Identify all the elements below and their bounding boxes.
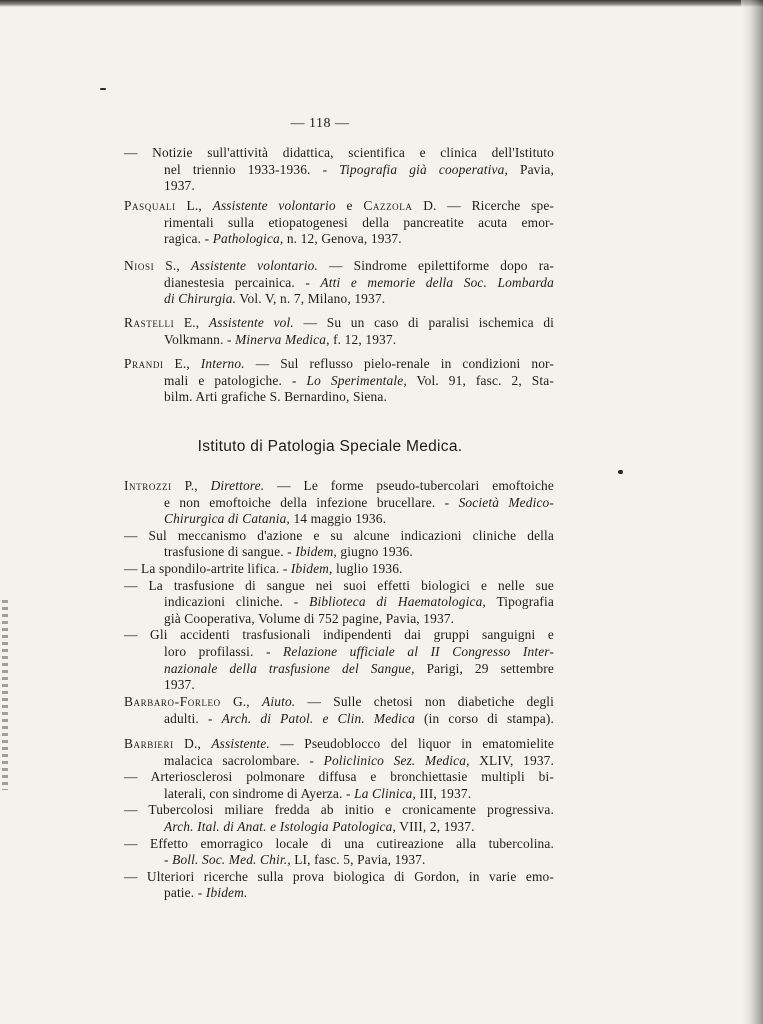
entry-text: — Pseudoblocco del liquor in ematomielite	[280, 736, 555, 751]
entry-line	[124, 627, 554, 644]
entry-line	[124, 694, 554, 711]
entry-line	[124, 786, 554, 803]
bibliography-entry	[124, 694, 554, 727]
author-role: Direttore.	[210, 478, 265, 493]
entry-line	[124, 802, 554, 819]
author-name: Pasquali	[124, 198, 176, 213]
entry-text: — Notizie sull'attività didattica, scientifica e clinica dell'Istituto	[124, 145, 554, 160]
entry-line	[124, 511, 554, 528]
author-role: Assistente volontario.	[190, 258, 318, 273]
author-name: Barbaro-Forleo	[124, 694, 221, 709]
author-role: Aiuto.	[262, 694, 296, 709]
entry-text: e	[346, 198, 353, 213]
author-name: Niosi	[124, 258, 155, 273]
entry-text: — La spondilo-artrite lifica. -	[124, 560, 288, 576]
entry-text: Volkmann. -	[164, 331, 232, 347]
entry-text: — Su un caso di paralisi ischemica di	[303, 315, 555, 330]
entry-line	[124, 819, 554, 836]
scan-speck	[618, 470, 623, 474]
page-number: — 118 —	[290, 116, 350, 131]
entry-text: indicazioni cliniche. -	[164, 594, 299, 610]
entry-line	[124, 869, 554, 886]
entry-line	[124, 231, 554, 248]
entry-text: — Tubercolosi miliare fredda ab initio e cronicamente progressiva.	[124, 802, 554, 818]
journal-title: Ibidem.	[205, 885, 248, 901]
entry-line	[124, 578, 554, 595]
entry-line	[124, 544, 554, 561]
entry-line	[124, 711, 554, 728]
entry-text: -	[164, 852, 169, 868]
entry-line	[124, 836, 554, 853]
bibliography-entry	[124, 478, 554, 694]
entry-text: giugno 1936.	[340, 544, 413, 560]
entry-text: VIII, 2, 1937.	[399, 818, 475, 834]
entry-line	[124, 661, 554, 678]
bibliography-entry	[124, 258, 554, 308]
author-role: Assistente vol.	[208, 315, 294, 330]
entry-text: nel triennio 1933-1936. -	[164, 161, 328, 177]
author-name: Barbieri	[124, 736, 174, 751]
entry-text: Pavia,	[519, 161, 554, 177]
author-role: Assistente.	[211, 736, 270, 751]
journal-title: Relazione ufficiale al II Congresso Inter-	[283, 643, 554, 659]
entry-line	[124, 644, 554, 661]
journal-title: La Clinica,	[354, 785, 417, 801]
scan-edge-right	[741, 0, 763, 1024]
entry-text: S.,	[165, 258, 180, 273]
entry-line	[124, 561, 554, 578]
entry-line	[124, 315, 554, 332]
entry-text: patie. -	[164, 885, 203, 901]
journal-title: Tipografia già cooperativa,	[339, 161, 508, 177]
bibliography-entry	[124, 315, 554, 348]
entry-text: ragica. -	[164, 231, 210, 247]
entry-text: — Sul reflusso pielo-renale in condizioni nor-	[255, 356, 554, 371]
entry-text: 1937.	[164, 178, 195, 194]
entry-text: — La trasfusione di sangue nei suoi effetti biologici e nelle sue	[124, 577, 554, 593]
journal-title: Atti e memorie della Soc. Lombarda	[320, 274, 554, 290]
entry-line	[124, 478, 554, 495]
entry-line	[124, 852, 554, 869]
entry-text: bilm. Arti grafiche S. Bernardino, Siena.	[164, 389, 387, 405]
entry-line	[124, 528, 554, 545]
section-title: Istituto di Patologia Speciale Medica.	[197, 438, 463, 455]
bibliography-entry	[124, 145, 554, 195]
entry-text: D.,	[184, 736, 201, 751]
entry-line	[124, 178, 554, 195]
entry-line	[124, 769, 554, 786]
entry-text: LI, fasc. 5, Pavia, 1937.	[294, 852, 426, 868]
entry-text: — Sindrome epilettiforme dopo ra-	[329, 258, 555, 273]
entry-text: n. 12, Genova, 1937.	[286, 231, 402, 247]
entry-text: — Le forme pseudo-tubercolari emoftoiche	[277, 478, 554, 493]
entry-line	[124, 495, 554, 512]
scan-edge-left	[2, 600, 8, 790]
entry-line	[124, 389, 554, 406]
entry-text: P.,	[184, 478, 198, 493]
author-name: Prandi	[124, 356, 164, 371]
entry-text: e non emoftoiche della infezione brucellare. -	[164, 494, 450, 510]
entry-text: 1937.	[164, 677, 195, 693]
entry-text: malacica sacrolombare. -	[164, 752, 315, 768]
entry-line	[124, 215, 554, 232]
journal-title: Chirurgica di Catania,	[164, 511, 290, 527]
journal-title: di Chirurgia.	[164, 291, 237, 307]
entry-text: D. — Ricerche spe-	[423, 198, 555, 213]
author-name: Rastelli	[124, 315, 175, 330]
entry-line	[124, 332, 554, 349]
journal-title: Società Medico-	[458, 494, 555, 510]
entry-text: G.,	[232, 694, 250, 709]
entry-line	[124, 885, 554, 902]
entry-text: (in corso di stampa).	[424, 710, 554, 726]
entry-text: f. 12, 1937.	[333, 331, 397, 347]
bibliography-entry	[124, 356, 554, 406]
entry-line	[124, 677, 554, 694]
author-name: Introzzi	[124, 478, 172, 493]
journal-title: nazionale della trasfusione del Sangue,	[164, 660, 415, 676]
entry-text: — Sulle chetosi non diabetiche degli	[307, 694, 555, 709]
entry-text: loro profilassi. -	[164, 643, 271, 659]
bibliography-entry	[124, 736, 554, 902]
entry-line	[124, 291, 554, 308]
entry-text: mali e patologiche. -	[164, 372, 297, 388]
entry-line	[124, 198, 554, 215]
entry-text: già Cooperativa, Volume di 752 pagine, Pavia, 1937.	[164, 610, 455, 626]
entry-text: — Arteriosclerosi polmonare diffusa e bronchiettasie multipli bi-	[124, 769, 554, 785]
coauthor-name: Cazzola	[363, 198, 413, 213]
entry-text: — Ulteriori ricerche sulla prova biologica di Gordon, in varie emo-	[124, 868, 554, 884]
journal-title: Minerva Medica,	[235, 331, 330, 347]
entry-line	[124, 611, 554, 628]
bibliography-entry	[124, 198, 554, 248]
entry-text: III, 1937.	[419, 785, 472, 801]
scan-edge-top	[0, 0, 763, 7]
entry-line	[124, 594, 554, 611]
journal-title: Boll. Soc. Med. Chir.,	[172, 852, 291, 868]
entry-text: E.,	[174, 356, 190, 371]
entry-text: laterali, con sindrome di Ayerza. -	[164, 785, 351, 801]
entry-text: trasfusione di sangue. -	[164, 544, 292, 560]
entry-text: — Gli accidenti trasfusionali indipendenti dai gruppi sanguigni e	[124, 627, 554, 643]
entry-line	[124, 258, 554, 275]
entry-line	[124, 736, 554, 753]
journal-title: Arch. Ital. di Anat. e Istologia Patologica,	[164, 818, 396, 834]
entry-text: Vol. 91, fasc. 2, Sta-	[416, 372, 554, 388]
entry-text: — Effetto emorragico locale di una cutireazione alla tubercolina.	[124, 835, 554, 851]
entry-line	[124, 753, 554, 770]
entry-text: rimentali sulla etiopatogenesi della pancreatite acuta emor-	[164, 214, 554, 230]
entry-line	[124, 145, 554, 162]
author-role: Interno.	[200, 356, 245, 371]
entry-text: Parigi, 29 settembre	[426, 660, 554, 676]
entry-text: Tipografia	[496, 594, 554, 610]
entry-text: XLIV, 1937.	[479, 752, 555, 768]
entry-line	[124, 162, 554, 179]
journal-title: Arch. di Patol. e Clin. Medica	[221, 710, 415, 726]
entry-text: E.,	[183, 315, 200, 330]
journal-title: Lo Sperimentale,	[306, 372, 407, 388]
entry-text: luglio 1936.	[336, 560, 403, 576]
scan-speck	[100, 88, 106, 90]
entry-line	[124, 356, 554, 373]
entry-text: adulti. -	[164, 710, 213, 726]
journal-title: Biblioteca di Haematologica,	[309, 594, 486, 610]
entry-text: Vol. V, n. 7, Milano, 1937.	[239, 291, 386, 307]
journal-title: Ibidem,	[290, 560, 333, 576]
entry-text: — Sul meccanismo d'azione e su alcune indicazioni cliniche della	[124, 527, 554, 543]
entry-text: L.,	[186, 198, 202, 213]
entry-line	[124, 275, 554, 292]
entry-text: 14 maggio 1936.	[293, 511, 387, 527]
entry-text: dianestesia percainica. -	[164, 274, 310, 290]
entry-line	[124, 373, 554, 390]
author-role: Assistente volontario	[212, 198, 336, 213]
journal-title: Pathologica,	[212, 231, 284, 247]
journal-title: Policlinico Sez. Medica,	[323, 752, 470, 768]
journal-title: Ibidem,	[295, 544, 337, 560]
